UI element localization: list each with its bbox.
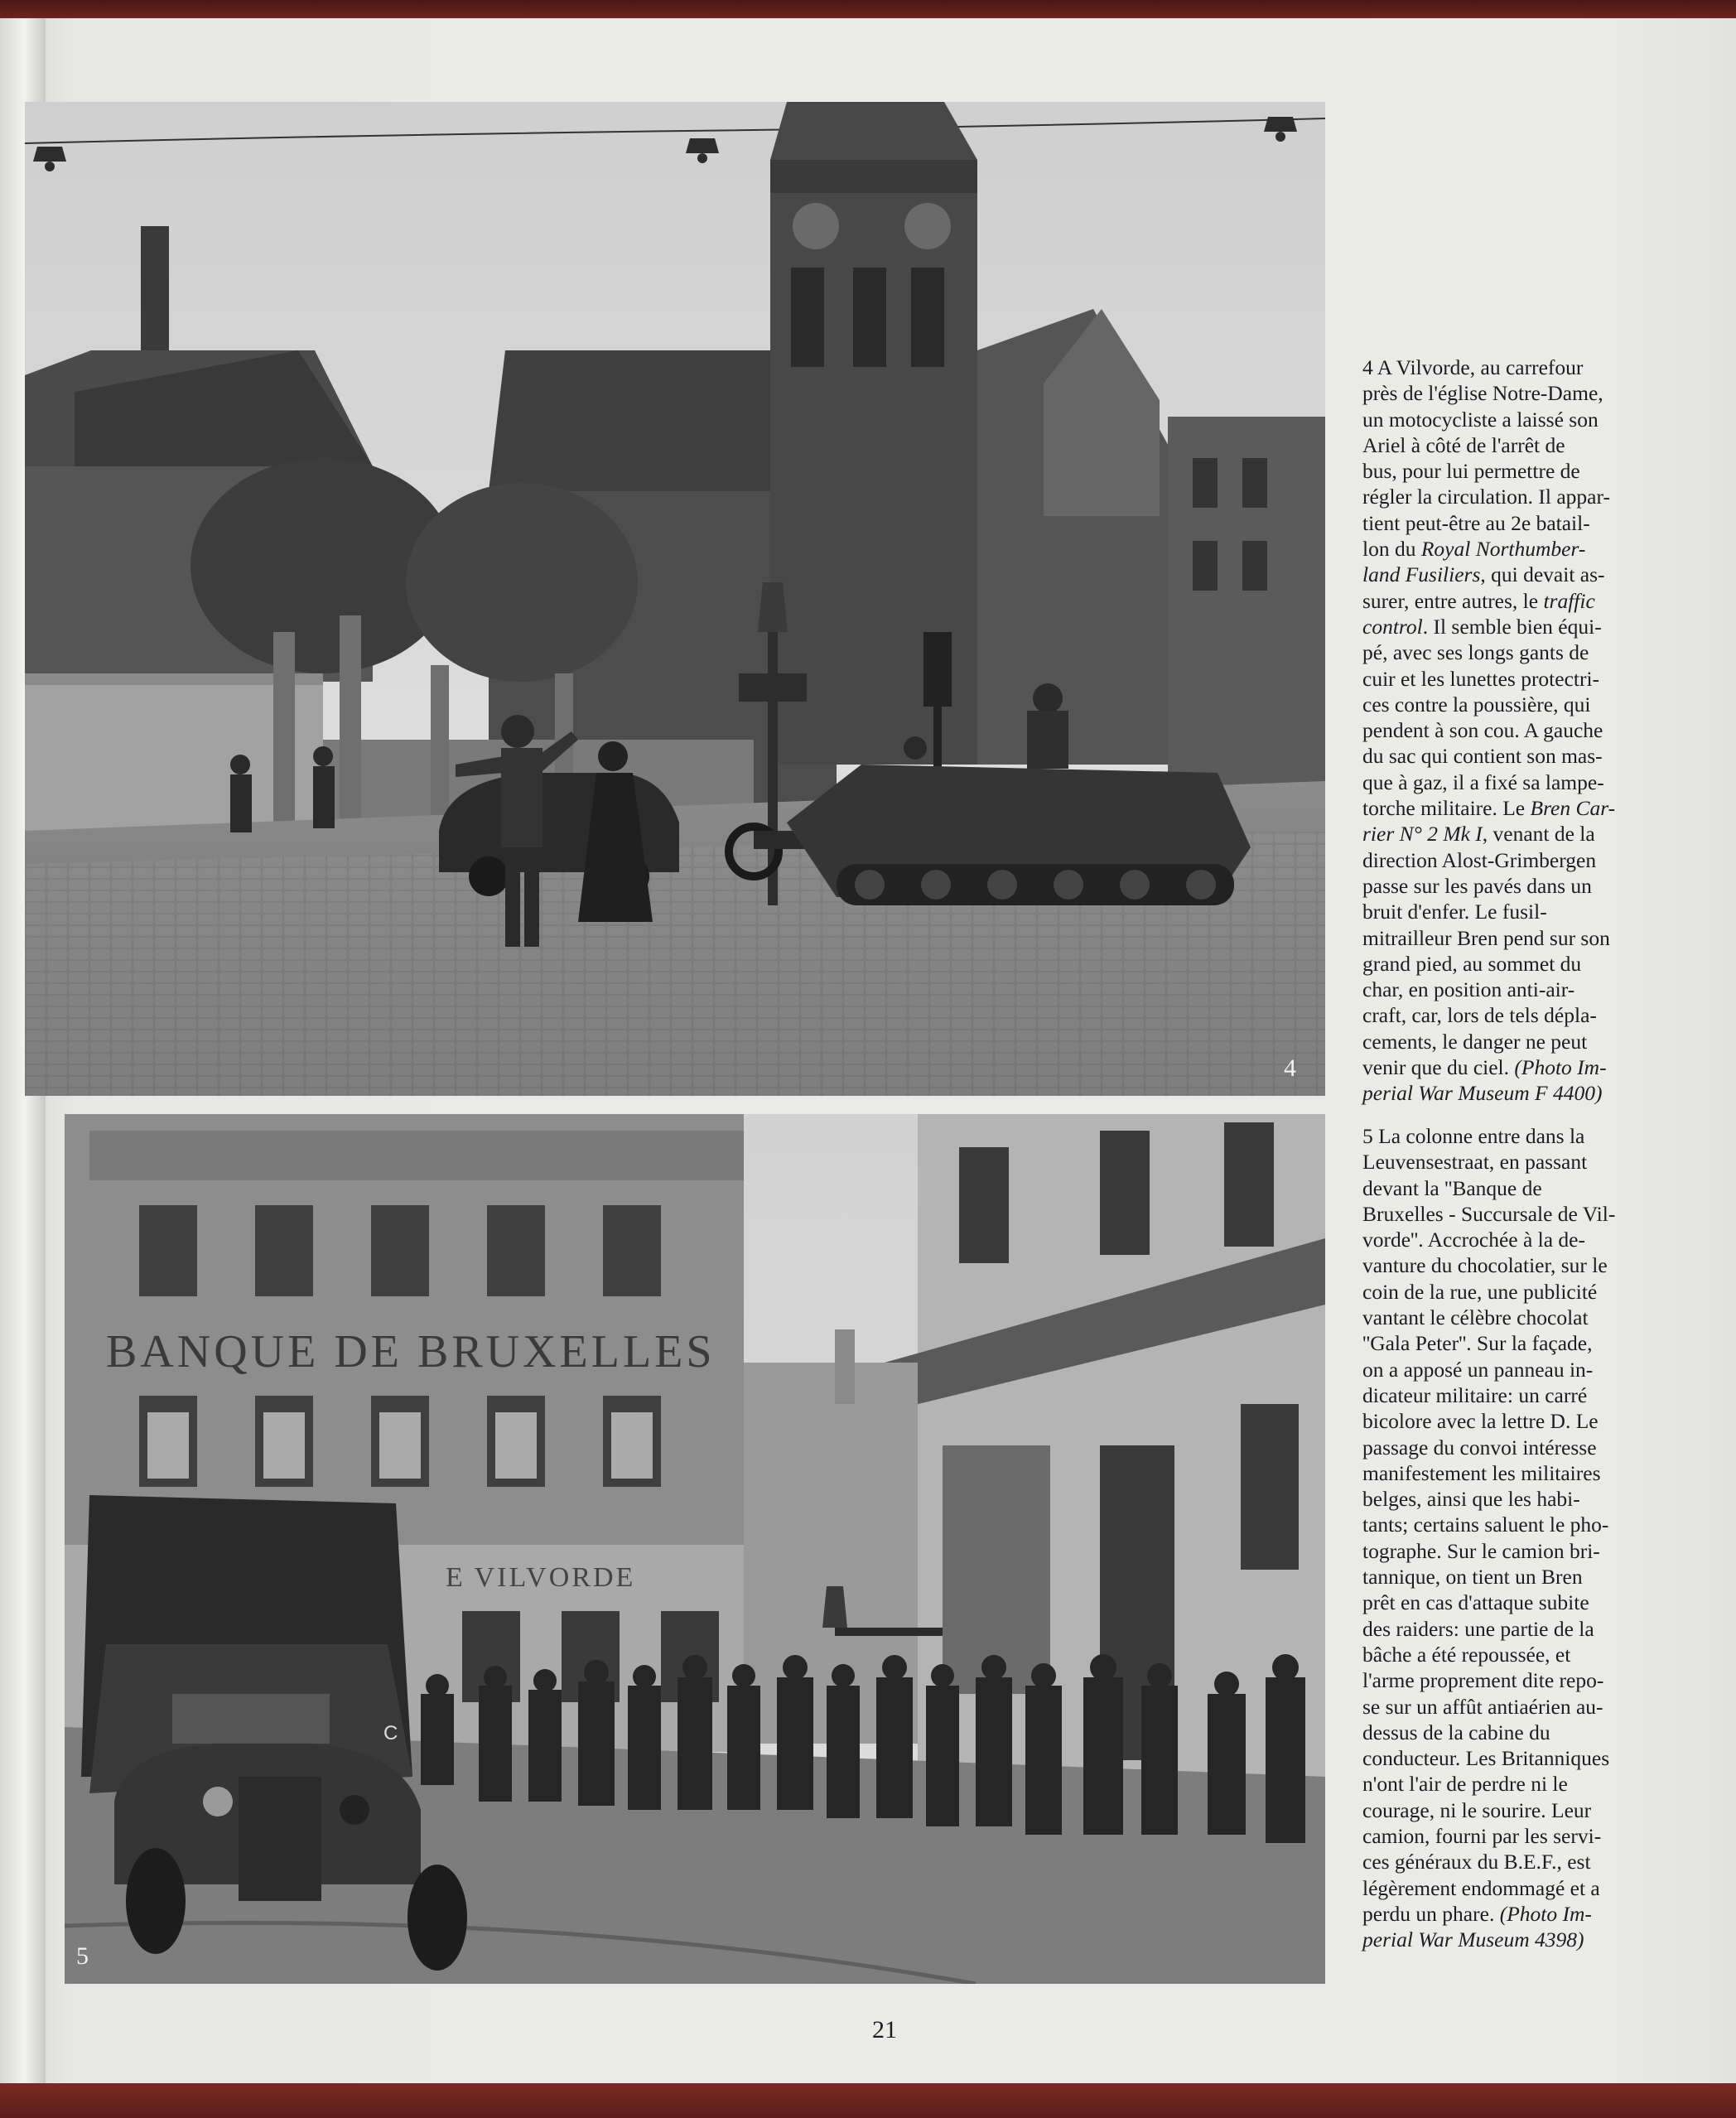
photo-4-number: 4 — [1284, 1054, 1296, 1082]
page-number: 21 — [872, 2016, 897, 2043]
photo-vilvorde-church-crossroads — [25, 102, 1325, 1096]
caption-line: n'ont l'air de perdre ni le — [1362, 1772, 1568, 1797]
caption-line: près de l'église Notre-Dame, — [1362, 381, 1603, 406]
photo-5-illustration — [65, 1114, 1325, 1984]
caption-line: se sur un affût antiaérien au- — [1362, 1694, 1603, 1719]
caption-line: on a apposé un panneau in- — [1362, 1357, 1594, 1382]
caption-line: l'arme proprement dite repo- — [1362, 1668, 1604, 1693]
caption-line: dessus de la cabine du — [1362, 1720, 1550, 1744]
caption-line: grand pied, au sommet du — [1362, 951, 1582, 976]
caption-line: perdu un phare. (Photo Im- — [1362, 1901, 1592, 1926]
caption-line: Leuvensestraat, en passant — [1362, 1150, 1588, 1175]
caption-line: 4 A Vilvorde, au carrefour — [1362, 355, 1584, 379]
caption-line: torche militaire. Le Bren Car- — [1362, 796, 1616, 821]
caption-line: régler la circulation. Il appar- — [1362, 485, 1610, 509]
caption-line: control. Il semble bien équi- — [1362, 614, 1602, 639]
caption-line: craft, car, lors de tels déplа- — [1362, 1003, 1597, 1028]
caption-line: Bruxelles - Succursale de Vil- — [1362, 1201, 1616, 1226]
caption-line: pé, avec ses longs gants de — [1362, 640, 1589, 665]
caption-line: 5 La colonne entre dans la — [1362, 1124, 1585, 1148]
caption-line: pendent à son cou. A gauche — [1362, 718, 1603, 743]
caption-line: tannique, on tient un Bren — [1362, 1565, 1583, 1590]
caption-line: dicateur militaire: un carré — [1362, 1382, 1588, 1407]
caption-line: du sac qui contient son mas- — [1362, 744, 1603, 769]
caption-line: cements, le danger ne peut — [1362, 1029, 1588, 1054]
caption-photo-5 — [1362, 1123, 1685, 1953]
photo-4-illustration — [25, 102, 1325, 1096]
caption-line: lon du Royal Northumber- — [1362, 537, 1586, 562]
caption-line: mitrailleur Bren pend sur son — [1362, 925, 1610, 950]
caption-line: rier N° 2 Mk I, venant de la — [1362, 822, 1595, 847]
bank-sign: BANQUE DE BRUXELLES — [106, 1326, 716, 1377]
caption-line: passe sur les pavés dans un — [1362, 873, 1592, 898]
caption-line: tographe. Sur le camion bri- — [1362, 1538, 1600, 1563]
caption-line: prêt en cas d'attaque subite — [1362, 1590, 1589, 1615]
background-edge-top — [0, 0, 1736, 18]
caption-line: vorde''. Accrochée à la de- — [1362, 1228, 1585, 1252]
caption-photo-4 — [1362, 355, 1685, 1107]
photo-leuvensestraat-convoy — [65, 1114, 1325, 1984]
truck-mark: C — [383, 1722, 398, 1744]
caption-line: bruit d'enfer. Le fusil- — [1362, 900, 1547, 924]
caption-line: vantant le célèbre chocolat — [1362, 1305, 1589, 1330]
caption-line: land Fusiliers, qui devait as- — [1362, 562, 1605, 587]
caption-line: surer, entre autres, le traffic — [1362, 588, 1595, 613]
caption-line: tient peut-être au 2e batail- — [1362, 510, 1590, 535]
caption-line: Ariel à côté de l'arrêt de — [1362, 432, 1565, 457]
caption-line: perial War Museum F 4400) — [1362, 1081, 1603, 1106]
caption-line: ''Gala Peter''. Sur la façade, — [1362, 1331, 1593, 1356]
caption-line: cuir et les lunettes protectri- — [1362, 666, 1600, 691]
caption-line: perial War Museum 4398) — [1362, 1927, 1584, 1952]
caption-line: tants; certains saluent le pho- — [1362, 1513, 1609, 1537]
caption-line: bus, pour lui permettre de — [1362, 459, 1580, 484]
caption-line: char, en position anti-air- — [1362, 977, 1575, 1002]
caption-line: camion, fourni par les servi- — [1362, 1824, 1602, 1849]
caption-line: vanture du chocolatier, sur le — [1362, 1253, 1608, 1278]
caption-line: un motocycliste a laissé son — [1362, 407, 1599, 432]
caption-line: bâche a été repoussée, et — [1362, 1642, 1571, 1667]
photo-5-number: 5 — [76, 1942, 89, 1970]
caption-line: venir que du ciel. (Photo Im- — [1362, 1055, 1607, 1080]
caption-line: passage du convoi intéresse — [1362, 1435, 1597, 1459]
caption-line: devant la ''Banque de — [1362, 1175, 1542, 1200]
caption-line: ces contre la poussière, qui — [1362, 692, 1591, 716]
caption-line: coin de la rue, une publicité — [1362, 1279, 1598, 1304]
background-edge-bottom — [0, 2083, 1736, 2118]
caption-line: bicolore avec la lettre D. Le — [1362, 1409, 1599, 1434]
caption-line: manifestement les militaires — [1362, 1460, 1601, 1485]
caption-line: conducteur. Les Britanniques — [1362, 1746, 1610, 1771]
caption-line: belges, ainsi que les habi- — [1362, 1487, 1580, 1512]
caption-line: direction Alost-Grimbergen — [1362, 847, 1597, 872]
caption-line: ces généraux du B.E.F., est — [1362, 1850, 1591, 1874]
caption-line: des raiders: une partie de la — [1362, 1616, 1594, 1641]
caption-line: que à gaz, il a fixé sa lampe- — [1362, 770, 1604, 794]
caption-line: légèrement endommagé et a — [1362, 1875, 1600, 1900]
street-sign: E VILVORDE — [446, 1562, 636, 1593]
caption-line: courage, ni le sourire. Leur — [1362, 1797, 1592, 1822]
